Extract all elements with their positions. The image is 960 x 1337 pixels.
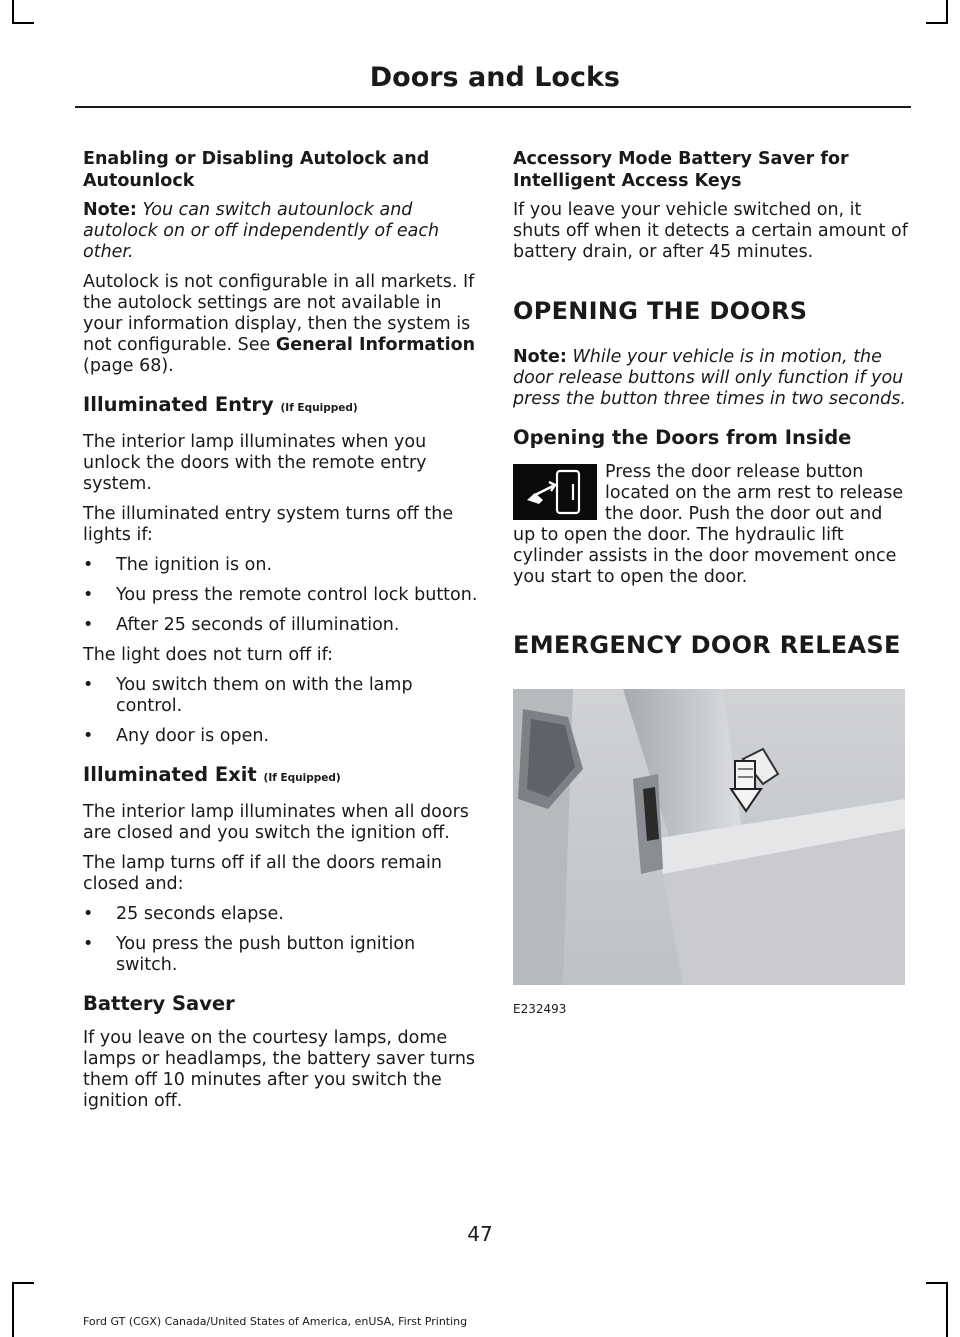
list-item-text: You switch them on with the lamp control. [116, 675, 413, 716]
illuminated-exit-heading [83, 763, 478, 790]
list-item-text: 25 seconds elapse. [116, 904, 284, 924]
crop-mark [12, 1282, 14, 1337]
page-title: Doors and Locks [369, 62, 620, 93]
crop-mark [12, 1282, 34, 1284]
note-label: Note: [83, 200, 137, 220]
entry-paragraph-3: The light does not turn off if: [83, 645, 334, 665]
crop-mark [12, 0, 14, 24]
inside-paragraph: Press the door release button located on the arm rest to release the door. Push the door out and up to open the door. The hydraulic lift cylinder assists in the door movement once you start to open the door. [513, 462, 904, 587]
entry-bullet-list-2 [83, 675, 478, 747]
crop-mark [946, 1282, 948, 1337]
if-equipped-label: (If Equipped) [280, 402, 358, 414]
emergency-release-illustration [513, 689, 905, 985]
bullet: • [83, 726, 94, 746]
exit-paragraph-2: The lamp turns off if all the doors remain closed and: [83, 853, 442, 894]
bullet: • [83, 585, 94, 605]
bullet: • [83, 555, 94, 575]
crop-mark [12, 22, 34, 24]
illuminated-entry-title: Illuminated Entry [83, 393, 274, 416]
entry-bullet-list [83, 555, 478, 636]
accessory-mode-heading: Accessory Mode Battery Saver for Intelligent Access Keys [513, 149, 849, 191]
list-item [83, 675, 478, 717]
general-information-link[interactable]: General Information [275, 335, 476, 355]
bullet: • [83, 934, 94, 954]
bullet: • [83, 675, 94, 695]
list-item-text: Any door is open. [116, 726, 270, 746]
crop-mark [926, 22, 948, 24]
autolock-paragraph [83, 272, 478, 377]
opening-from-inside-heading: Opening the Doors from Inside [513, 426, 852, 449]
page-number: 47 [467, 1222, 493, 1246]
emergency-door-release-heading: EMERGENCY DOOR RELEASE [513, 631, 901, 659]
opening-note [513, 347, 909, 410]
note-text: You can switch autounlock and autolock on or off independently of each other. [83, 200, 440, 262]
illuminated-exit-title: Illuminated Exit [83, 763, 257, 786]
list-item [83, 615, 478, 636]
battery-saver-paragraph: If you leave on the courtesy lamps, dome lamps or headlamps, the battery saver turns them off 10 minutes after you switch the ignition off. [83, 1028, 476, 1111]
inside-instructions [513, 462, 909, 597]
crop-mark [946, 0, 948, 24]
note-label: Note: [513, 347, 567, 367]
list-item-text: After 25 seconds of illumination. [116, 615, 400, 635]
list-item-text: You press the push button ignition switch. [116, 934, 416, 975]
if-equipped-label: (If Equipped) [263, 772, 341, 784]
list-item-text: You press the remote control lock button. [116, 585, 478, 605]
list-item [83, 555, 478, 576]
list-item [83, 934, 478, 976]
autolock-note [83, 200, 478, 263]
right-column [513, 148, 909, 1020]
opening-the-doors-heading: OPENING THE DOORS [513, 297, 808, 325]
entry-paragraph-1: The interior lamp illuminates when you unlock the doors with the remote entry system. [83, 432, 427, 494]
list-item [83, 904, 478, 925]
list-item [83, 585, 478, 606]
exit-bullet-list [83, 904, 478, 976]
accessory-mode-paragraph: If you leave your vehicle switched on, it shuts off when it detects a certain amount of battery drain, or after 45 minutes. [513, 200, 908, 262]
note-text: While your vehicle is in motion, the door release buttons will only function if you press the button three times in two seconds. [513, 347, 906, 409]
header-rule [75, 106, 911, 108]
autolock-heading: Enabling or Disabling Autolock and Autounlock [83, 149, 430, 191]
list-item-text: The ignition is on. [116, 555, 273, 575]
list-item [83, 726, 478, 747]
exit-paragraph-1: The interior lamp illuminates when all doors are closed and you switch the ignition off. [83, 802, 469, 843]
door-release-icon [513, 464, 597, 520]
page-reference: (page 68). [83, 356, 174, 376]
crop-mark [926, 1282, 948, 1284]
illuminated-entry-heading [83, 393, 478, 420]
battery-saver-heading: Battery Saver [83, 992, 235, 1015]
bullet: • [83, 904, 94, 924]
left-column [83, 148, 478, 1121]
autolock-paragraph-text: Autolock is not configurable in all markets. If the autolock settings are not available in your information display, then the system is not configurable. See [83, 272, 475, 355]
entry-paragraph-2: The illuminated entry system turns off the lights if: [83, 504, 454, 545]
footer: Ford GT (CGX) Canada/United States of America, enUSA, First Printing [83, 1315, 468, 1328]
figure-id: E232493 [513, 1002, 567, 1016]
bullet: • [83, 615, 94, 635]
